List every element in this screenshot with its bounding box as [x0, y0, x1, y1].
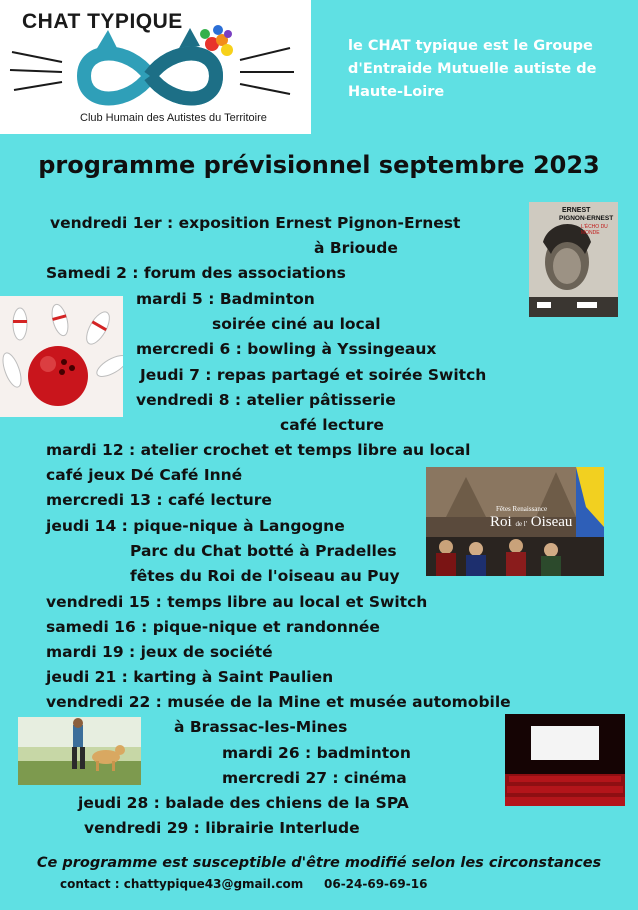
festival-word-roi: Roi: [490, 514, 512, 530]
program-line: vendredi 22 : musée de la Mine et musée automobile: [46, 693, 511, 711]
poster-line-1: ERNEST: [562, 207, 591, 214]
program-line: Samedi 2 : forum des associations: [46, 264, 346, 282]
program-line: mercredi 27 : cinéma: [222, 769, 407, 787]
intro-text: le CHAT typique est le Groupe d'Entraide Mutuelle autiste de Haute-Loire: [348, 38, 597, 100]
program-line: jeudi 21 : karting à Saint Paulien: [46, 668, 334, 686]
program-line: Parc du Chat botté à Pradelles: [130, 542, 397, 560]
disclaimer: Ce programme est susceptible d'être modifié selon les circonstances: [36, 855, 602, 871]
program-line: mercredi 13 : café lecture: [46, 491, 272, 509]
program-line: mardi 19 : jeux de société: [46, 643, 273, 661]
program-line: soirée ciné au local: [212, 315, 381, 333]
program-line: café lecture: [280, 416, 384, 434]
program-line: fêtes du Roi de l'oiseau au Puy: [130, 567, 400, 585]
program-line: vendredi 29 : librairie Interlude: [84, 819, 360, 837]
program-line: Jeudi 7 : repas partagé et soirée Switch: [140, 366, 487, 384]
program-line: vendredi 8 : atelier pâtisserie: [136, 391, 396, 409]
program-line: mardi 12 : atelier crochet et temps libre au local: [46, 441, 471, 459]
logo-panel: [0, 0, 311, 134]
program-line: jeudi 28 : balade des chiens de la SPA: [78, 794, 409, 812]
festival-word-oiseau: Oiseau: [530, 514, 573, 530]
festival-title: [490, 514, 572, 531]
logo-subtitle: Club Humain des Autistes du Territoire: [80, 112, 267, 124]
festival-photo: [426, 467, 604, 576]
program-line: vendredi 1er : exposition Ernest Pignon-Ernest: [50, 214, 461, 232]
poster-line-2: PIGNON-ERNEST: [559, 215, 614, 222]
bowling-photo: [0, 296, 123, 417]
program-line: à Brassac-les-Mines: [174, 718, 348, 736]
program-line: mardi 26 : badminton: [222, 744, 411, 762]
program-line: jeudi 14 : pique-nique à Langogne: [46, 517, 345, 535]
program-line: mardi 5 : Badminton: [136, 290, 315, 308]
contact-phone: 06-24-69-69-16: [324, 877, 428, 891]
program-line: à Brioude: [314, 239, 398, 257]
poster-line-3: L'ÉCHO DU MONDE: [581, 224, 608, 236]
cinema-photo: [505, 714, 625, 806]
program-line: mercredi 6 : bowling à Yssingeaux: [136, 340, 437, 358]
program-line: samedi 16 : pique-nique et randonnée: [46, 618, 380, 636]
dog-walk-photo: [18, 717, 141, 785]
page-title: programme prévisionnel septembre 2023: [38, 151, 600, 179]
festival-connector: de l': [515, 520, 528, 528]
festival-line-1: Fêtes Renaissance: [496, 505, 548, 513]
exhibition-poster: [529, 202, 618, 317]
program-line: vendredi 15 : temps libre au local et Switch: [46, 593, 428, 611]
program-line: café jeux Dé Café Inné: [46, 466, 243, 484]
contact-email: contact : chattypique43@gmail.com: [60, 877, 304, 891]
logo-title: CHAT TYPIQUE: [22, 10, 183, 33]
